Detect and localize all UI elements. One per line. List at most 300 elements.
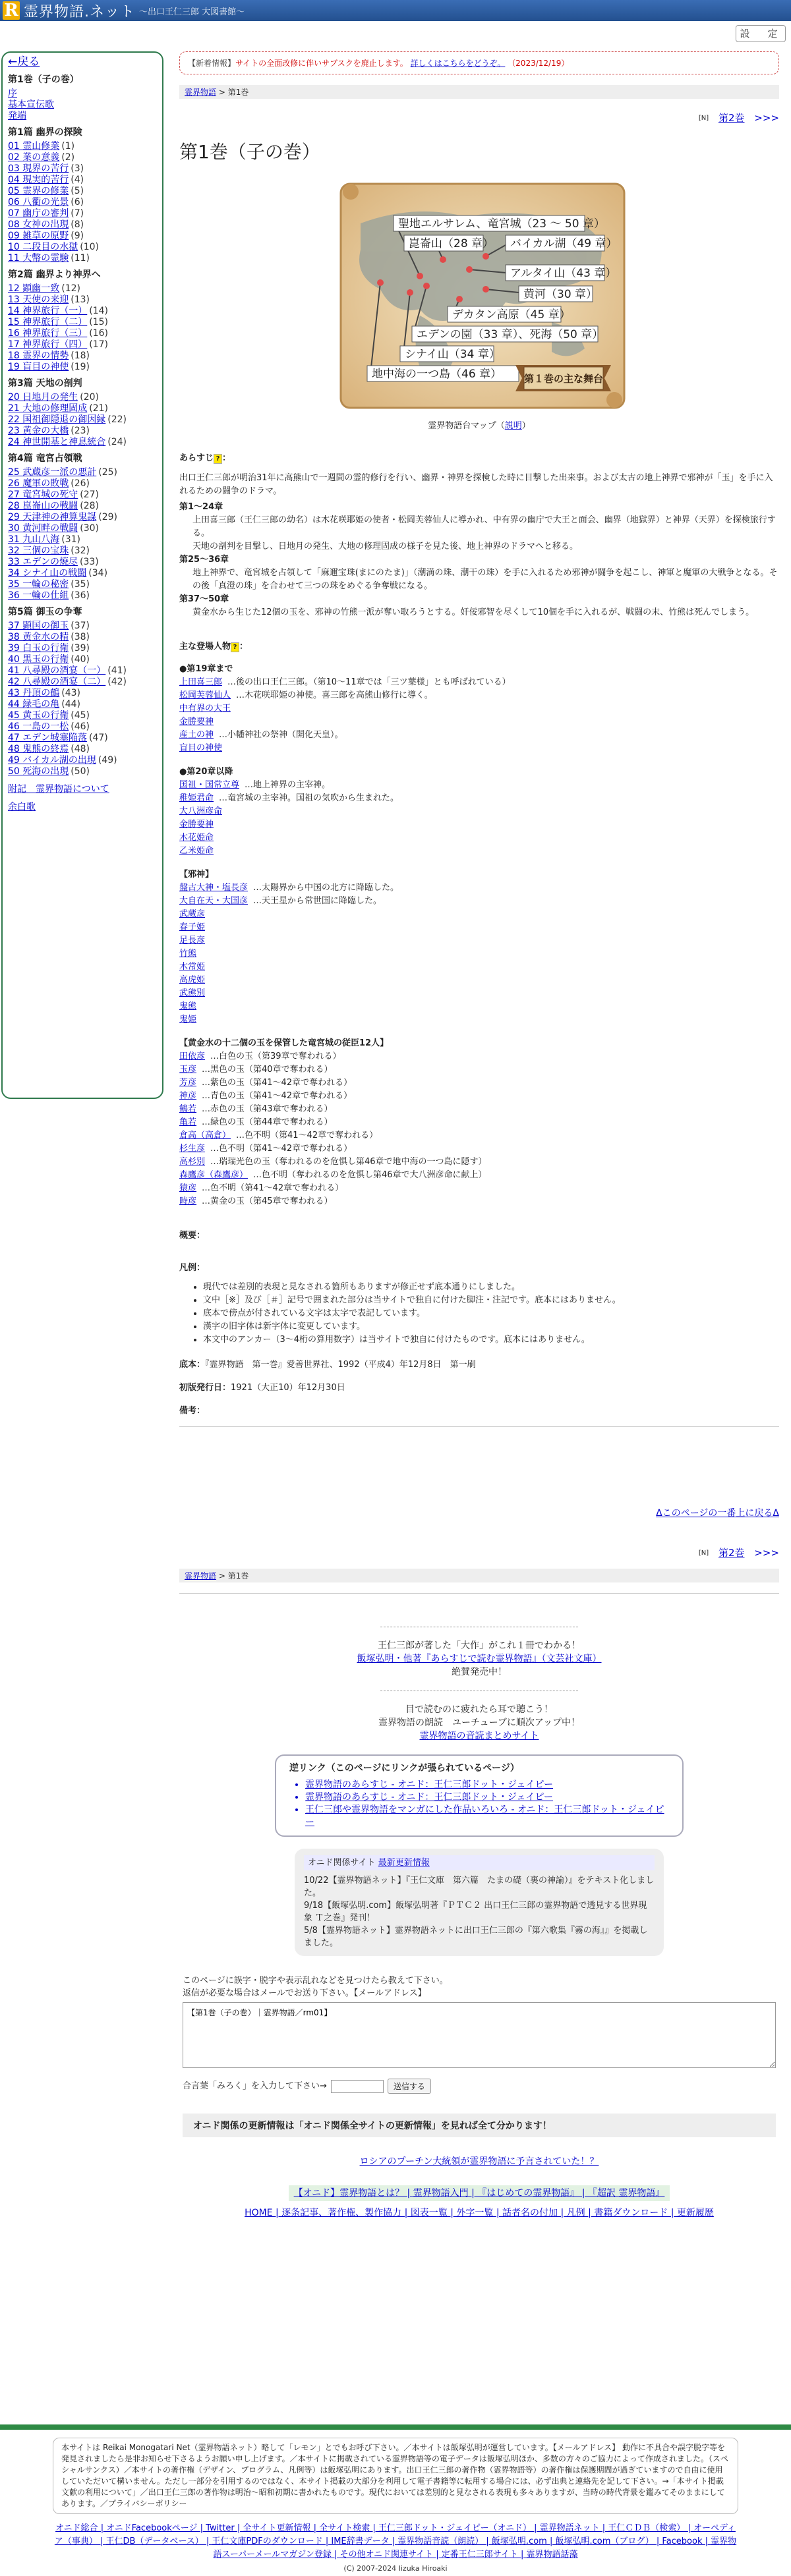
- sidebar-section-heading: 第4篇 竜宮占領戦: [8, 453, 82, 464]
- character-row: [179, 1169, 779, 1182]
- scroll-curl-icon: [606, 392, 622, 408]
- synopsis-intro: 出口王仁三郎が明治31年に高熊山で一週間の霊的修行を行い、幽界・神界を探検した時に目撃した出来事。および太古の地上神界で邪神が「玉」を手に入れるための闘争のドラマ。: [179, 473, 773, 496]
- first-pub-row: [179, 1380, 779, 1393]
- sidebar-chapter-link[interactable]: 35 一輪の秘密: [8, 579, 69, 590]
- character-desc: …木花咲耶姫の神使。喜三郎を高熊山修行に導く。: [236, 690, 433, 700]
- sidebar-colophon-link[interactable]: 余白歌: [8, 802, 36, 812]
- sidebar-chapter-count: (27): [80, 490, 100, 500]
- sidebar-chapter-count: (19): [71, 362, 90, 372]
- map-label: [448, 306, 571, 322]
- sidebar-chapter-count: (35): [71, 579, 90, 590]
- sidebar-chapter-link[interactable]: 40 黒玉の行衛: [8, 654, 69, 665]
- footer-separator: [0, 2424, 791, 2430]
- sidebar-sections: [8, 127, 157, 777]
- next-volume-link[interactable]: 第2巻: [718, 112, 745, 124]
- sidebar-chapter-row: [8, 677, 157, 688]
- character-link[interactable]: 猿彦: [179, 1183, 197, 1193]
- sidebar-chapter-row: [8, 557, 157, 568]
- footer-nav-top-links[interactable]: 【オニド】霊界物語とは？ | 霊界物語入門 | 『はじめての霊界物語』 | 『超訳 霊界物語』: [289, 2185, 670, 2201]
- sidebar-chapter-count: (46): [71, 721, 90, 732]
- back-link[interactable]: ←戻る: [8, 55, 40, 69]
- sidebar-chapter-link[interactable]: 02 業の意義: [8, 152, 60, 163]
- sidebar-chapter-row: [8, 186, 157, 197]
- character-desc: …黄金の玉（第45章で奪われる）: [202, 1196, 333, 1206]
- onido-update-item: 9/18【飯塚弘明.com】飯塚弘明著『ＰＴＣ２ 出口王仁三郎の霊界物語で透見する世界現象 Ｔ之巻』発刊！: [304, 1901, 647, 1923]
- map-marker: [466, 266, 473, 273]
- sidebar-chapter-count: (47): [88, 733, 108, 743]
- map-caption-text: 霊界物語台マップ: [428, 421, 496, 431]
- footer-links[interactable]: オニド総合 | オニドFacebookページ | Twitter | 全サイト更新情報 | 全サイト検索 | 王仁三郎ドット・ジェイピー（オニド） | 霊界物語ネット | 王仁ＣＤＢ（検索） | オーペディア（事典） | 王仁DB（データベース） | 王仁文庫PDFのダウンロード | IME辞書データ | 霊界物語音読（朗読） | 飯塚弘明.com | 飯塚弘明.com（ブログ） | Facebook | 霊界物語スーパーメールマガジン登録 | その他オニド関連サイト | 定番王仁三郎サイト | 霊界物語話藻: [54, 2523, 737, 2560]
- character-link[interactable]: 盲目の神使: [179, 743, 223, 753]
- sidebar-chapter-row: [8, 665, 157, 677]
- character-group-title: ●第20章以降: [179, 767, 233, 777]
- settings-button[interactable]: 設 定: [736, 25, 786, 42]
- sidebar-chapter-row: [8, 328, 157, 339]
- sidebar-chapter-row: [8, 534, 157, 546]
- update-info-bar[interactable]: オニド関係の更新情報は「オニド関係全サイトの更新情報」を見れば全て分かります！: [183, 2114, 776, 2137]
- sidebar-chapter-count: (12): [61, 283, 81, 294]
- breadcrumb-home[interactable]: 霊界物語: [185, 88, 217, 97]
- sidebar-chapter-link[interactable]: 46 一島の一松: [8, 721, 69, 732]
- sidebar-chapter-row: [8, 152, 157, 163]
- next-volume-link[interactable]: 第2巻: [718, 1547, 745, 1559]
- sidebar-chapter-count: (43): [61, 688, 81, 698]
- sidebar-chapter-row: [8, 632, 157, 643]
- onido-latest-link[interactable]: 最新更新情報: [378, 1858, 430, 1868]
- site-logo-icon[interactable]: R: [3, 1, 20, 20]
- map-marker: [440, 256, 446, 263]
- feedback-form: [183, 1974, 776, 2094]
- backlinks-list: [289, 1779, 669, 1829]
- map-explain-link[interactable]: 説明: [504, 421, 522, 431]
- character-desc: …色不明（奪われるのを危惧し第46章で大八洲彦命に献上）: [253, 1170, 487, 1180]
- submit-button[interactable]: 送信する: [388, 2079, 431, 2094]
- breadcrumb-sep: >: [216, 1571, 228, 1581]
- sidebar-section-heading: 第3篇 天地の剖判: [8, 378, 82, 389]
- sidebar-chapter-row: [8, 579, 157, 590]
- sidebar-chapter-count: (7): [71, 208, 84, 219]
- sidebar-chapter-count: (45): [71, 710, 90, 721]
- character-desc: …赤色の玉（第43章で奪われる）: [202, 1104, 333, 1114]
- character-link[interactable]: 武熊別: [179, 988, 206, 998]
- notice-text: サイトの全面改修に伴いサブスクを廃止します。: [235, 59, 408, 68]
- sidebar-item[interactable]: 序: [8, 88, 17, 99]
- character-row: [179, 689, 779, 702]
- sidebar-chapter-link[interactable]: 42 八尋殿の酒宴（二）: [8, 677, 106, 687]
- sidebar-chapter-count: (10): [80, 242, 100, 252]
- sidebar-chapter-count: (23): [71, 426, 90, 436]
- sidebar-chapter-link[interactable]: 31 九山八海: [8, 534, 60, 545]
- character-link[interactable]: 金勝要神: [179, 717, 214, 727]
- character-link[interactable]: 杉生彦: [179, 1144, 206, 1154]
- map-ribbon-text: 第１巻の主な舞台: [523, 373, 604, 385]
- map-marker: [456, 296, 463, 302]
- breadcrumb-home[interactable]: 霊界物語: [185, 1571, 217, 1581]
- breadcrumb-bottom: [179, 1569, 779, 1582]
- help-icon[interactable]: ?: [231, 642, 239, 652]
- character-list: [179, 663, 779, 1208]
- character-link[interactable]: 神彦: [179, 1091, 197, 1101]
- new-badge: [N]: [698, 115, 709, 122]
- character-link[interactable]: 時彦: [179, 1196, 197, 1206]
- main-content: [179, 51, 779, 2219]
- promo-audio-link[interactable]: 霊界物語の音読まとめサイト: [419, 1731, 539, 1741]
- sidebar-chapter-row: [8, 710, 157, 721]
- sidebar-chapter-row: [8, 426, 157, 437]
- character-row: [179, 934, 779, 947]
- onido-update-item: 10/22【霊界物語ネット】『王仁文庫 第六篇 たまの礎（裏の神諭）』をテキスト化しました。: [304, 1876, 655, 1898]
- character-desc: …色不明（第41～42章で奪われる）: [236, 1131, 378, 1140]
- character-desc: …天王星から常世国に降臨した。: [253, 896, 382, 906]
- sidebar-chapter-row: [8, 208, 157, 219]
- sidebar-chapter-link[interactable]: 47 エデン城塞陥落: [8, 733, 87, 743]
- sidebar-chapter-link[interactable]: 50 死海の出現: [8, 766, 69, 777]
- synopsis-chapters: [179, 501, 779, 619]
- sidebar-chapter-count: (22): [107, 414, 127, 425]
- character-link[interactable]: 鬼姫: [179, 1015, 197, 1024]
- character-link[interactable]: 大自在天・大国彦: [179, 896, 249, 906]
- character-link[interactable]: 鬼熊: [179, 1001, 197, 1011]
- sidebar-section-heading: 第2篇 幽界より神界へ: [8, 269, 101, 280]
- sidebar-chapter-row: [8, 501, 157, 512]
- promo-line: 霊界物語の朗読 ユーチューブに順次アップ中！: [378, 1718, 580, 1728]
- character-desc: …緑色の玉（第44章で奪われる）: [202, 1117, 333, 1127]
- feedback-submit-row: [183, 2079, 776, 2094]
- book-promo: [179, 1627, 779, 1743]
- sidebar-chapter-link[interactable]: 16 神界旅行（三）: [8, 328, 88, 339]
- character-link[interactable]: 田依彦: [179, 1051, 206, 1061]
- sidebar-chapter-link[interactable]: 08 女神の出現: [8, 219, 69, 230]
- feedback-line: このページに誤字・脱字や表示乱れなどを見つけたら教えて下さい。: [183, 1976, 448, 1986]
- note-item: • 漢字の旧字体は新字体に変更しています。: [203, 1320, 779, 1333]
- character-link[interactable]: 上田喜三郎: [179, 677, 223, 687]
- sidebar-appendix-link[interactable]: 附記 霊界物語について: [8, 784, 109, 795]
- character-link[interactable]: 乙米姫命: [179, 846, 214, 856]
- remarks-row: [179, 1403, 779, 1416]
- sidebar-chapter-count: (3): [71, 163, 84, 174]
- character-row: [179, 947, 779, 961]
- sidebar-chapter-link[interactable]: 23 黄金の大橋: [8, 426, 69, 436]
- sidebar-chapter-link[interactable]: 32 三個の宝珠: [8, 546, 69, 556]
- backlink-item[interactable]: • 霊界物語のあらすじ - オニド：王仁三郎ドット・ジェイピー: [305, 1791, 669, 1804]
- footer-nav-top: [179, 2186, 779, 2199]
- sidebar-chapter-link[interactable]: 30 黄河畔の戦闘: [8, 523, 78, 534]
- breadcrumb-current: 第1巻: [227, 88, 249, 97]
- sidebar-chapter-link[interactable]: 41 八尋殿の酒宴（一）: [8, 665, 106, 676]
- scroll-curl-icon: [343, 184, 359, 200]
- notice-date: （2023/12/19）: [508, 59, 570, 68]
- map-label-text: 崑崙山（28 章）: [409, 237, 494, 250]
- character-row: [179, 1103, 779, 1116]
- character-link[interactable]: 鶴若: [179, 1104, 197, 1114]
- sidebar-chapter-count: (33): [79, 557, 99, 567]
- sidebar-chapter-row: [8, 621, 157, 632]
- sidebar-chapter-link[interactable]: 12 顕幽一致: [8, 283, 60, 294]
- character-row: [179, 818, 779, 831]
- sidebar-chapter-row: [8, 766, 157, 777]
- map-label-text: デカタン高原（45 章）: [452, 308, 571, 322]
- sidebar-chapter-row: [8, 231, 157, 242]
- sidebar-chapter-row: [8, 688, 157, 699]
- sidebar-chapter-count: (1): [61, 141, 75, 152]
- sidebar-chapter-row: [8, 306, 157, 317]
- map-label-text: 地中海の一つ島（46 章）: [372, 368, 502, 381]
- sidebar-chapter-link[interactable]: 15 神界旅行（二）: [8, 317, 88, 327]
- character-link[interactable]: 高杉別: [179, 1157, 206, 1167]
- sidebar-chapter-link[interactable]: 49 バイカル湖の出現: [8, 755, 96, 766]
- sidebar-chapter-row: [8, 141, 157, 152]
- backlinks-box: [275, 1754, 684, 1837]
- sidebar-chapter-count: (4): [71, 175, 84, 185]
- sidebar-chapter-link[interactable]: 05 霊界の修業: [8, 186, 69, 196]
- sidebar-chapter-link[interactable]: 04 現実的苦行: [8, 175, 69, 185]
- sidebar-chapter-link[interactable]: 18 霊界の情勢: [8, 350, 69, 361]
- sidebar-chapter-row: [8, 392, 157, 403]
- sidebar-chapter-count: (29): [98, 512, 118, 522]
- sidebar-chapter-row: [8, 590, 157, 602]
- sidebar-chapter-row: [8, 197, 157, 208]
- character-link[interactable]: 玉彦: [179, 1065, 197, 1075]
- sidebar-chapter-link[interactable]: 27 竜宮城の死守: [8, 490, 78, 500]
- character-row: [179, 715, 779, 729]
- sidebar-chapter-count: (42): [107, 677, 127, 687]
- sidebar-chapter-row: [8, 253, 157, 264]
- character-link[interactable]: 産土の神: [179, 730, 214, 740]
- character-row: [179, 987, 779, 1000]
- divider: [179, 1593, 779, 1594]
- character-link[interactable]: 倉高（高倉）: [179, 1131, 231, 1140]
- onido-updates-box: [295, 1849, 664, 1956]
- sidebar-chapter-count: (34): [88, 568, 108, 578]
- map-label-text: エデンの園（33 章）、死海（50 章）: [417, 328, 604, 341]
- sidebar-chapter-count: (14): [89, 306, 109, 316]
- character-row: [179, 1195, 779, 1208]
- sidebar-chapter-row: [8, 733, 157, 744]
- sidebar-chapter-count: (36): [71, 590, 90, 601]
- character-desc: …竜宮城の主宰神。国祖の気吹から生まれた。: [219, 793, 399, 803]
- synopsis-heading: あらすじ ? ：: [179, 453, 231, 463]
- character-desc: …地上神界の主宰神。: [245, 780, 331, 790]
- sidebar-chapter-link[interactable]: 36 一輪の仕組: [8, 590, 69, 601]
- site-title[interactable]: 霊界物語.ネット: [24, 3, 135, 20]
- stage-map: [268, 177, 690, 414]
- synopsis-chapter-text: 黄金水から生じた12個の玉を、邪神の竹熊一派が奪い取ろうとする。奸佞邪智を尽くして10個を手に入れるが、戦闘の末、竹熊は死んでしまう。: [192, 607, 755, 617]
- sidebar-chapter-link[interactable]: 44 緑毛の亀: [8, 699, 60, 710]
- map-label: [412, 326, 603, 342]
- character-link[interactable]: 足長彦: [179, 936, 206, 945]
- sidebar-chapter-link[interactable]: 25 武蔵彦一派の悪計: [8, 467, 97, 478]
- character-row: [179, 1182, 779, 1195]
- sidebar-chapter-count: (39): [71, 643, 90, 654]
- sidebar-chapter-link[interactable]: 26 魔軍の敗戦: [8, 478, 69, 489]
- back-to-top-link[interactable]: Δこのページの一番上に戻るΔ: [656, 1508, 779, 1519]
- next-arrows-link[interactable]: >>>: [754, 1547, 779, 1559]
- first-pub-label: 初版発行日：: [179, 1383, 231, 1393]
- character-desc: …白色の玉（第39章で奪われる）: [210, 1051, 341, 1061]
- sidebar-chapter-link[interactable]: 37 顕国の御玉: [8, 621, 69, 631]
- promo-line: 目で読むのに疲れたら耳で聴こう！: [405, 1704, 553, 1715]
- sidebar-chapter-link[interactable]: 39 白玉の行衛: [8, 643, 69, 654]
- map-marker: [377, 279, 384, 286]
- sidebar-chapter-count: (38): [71, 632, 90, 642]
- sidebar-chapter-count: (24): [107, 437, 127, 447]
- sidebar-chapter-link[interactable]: 07 幽庁の審判: [8, 208, 69, 219]
- feedback-textarea[interactable]: [183, 2002, 776, 2068]
- sidebar-chapter-count: (26): [71, 478, 90, 489]
- synopsis-chapter-text: 天地の剖判を目撃し、日地月の発生、大地の修理固成の様子を見た後、地上神界のドラマへと移る。: [192, 542, 579, 551]
- character-row: [179, 1063, 779, 1077]
- sidebar-chapter-link[interactable]: 48 鬼熊の終焉: [8, 744, 69, 754]
- character-row: [179, 1013, 779, 1026]
- sidebar-item[interactable]: 基本宣伝歌: [8, 99, 54, 110]
- character-row: [179, 921, 779, 934]
- character-link[interactable]: 稚姫君命: [179, 793, 214, 803]
- promo-line: 王仁三郎が著した「大作」がこれ１冊でわかる！: [378, 1640, 581, 1651]
- character-row: [179, 1129, 779, 1142]
- character-link[interactable]: 亀若: [179, 1117, 197, 1127]
- sidebar-chapter-row: [8, 403, 157, 414]
- source-row: [179, 1357, 779, 1370]
- sidebar-chapter-link[interactable]: 43 丹頂の鶴: [8, 688, 60, 698]
- synopsis-chapter-head: 第37～50章: [179, 594, 229, 604]
- character-row: [179, 1090, 779, 1103]
- character-link[interactable]: 中有界の大王: [179, 704, 231, 714]
- sidebar-chapter-link[interactable]: 10 二段目の水獄: [8, 242, 78, 252]
- sidebar-chapter-count: (50): [71, 766, 90, 777]
- character-link[interactable]: 金勝要神: [179, 820, 214, 829]
- synopsis-label: あらすじ: [179, 453, 214, 463]
- sidebar-chapter-link[interactable]: 33 エデンの焼尽: [8, 557, 78, 567]
- sidebar-chapter-row: [8, 568, 157, 579]
- character-group-title: 【黄金水の十二個の玉を保管した竜宮城の従臣12人】: [179, 1038, 389, 1048]
- map-label: [367, 366, 519, 381]
- character-desc: …瑞瑞光色の玉（奪われるのを危惧し第46章で地中海の一つ島に隠す）: [210, 1157, 487, 1167]
- remarks-label: 備考：: [179, 1406, 206, 1416]
- sidebar-item[interactable]: 発端: [8, 111, 26, 121]
- backlink-item[interactable]: • 王仁三郎や霊界物語をマンガにした作品いろいろ - オニド：王仁三郎ドット・ジェイピー: [305, 1804, 669, 1829]
- footer-nav[interactable]: HOME | 逐条記事、著作権、製作協力 | 図表一覧 | 外字一覧 | 話者名の付加 | 凡例 | 書籍ダウンロード | 更新履歴: [245, 2208, 714, 2218]
- map-label-text: アルタイ山（43 章）: [510, 267, 617, 280]
- new-badge: [N]: [698, 1550, 709, 1557]
- character-link[interactable]: 盤古大神・塩長彦: [179, 883, 249, 893]
- sidebar-chapter-link[interactable]: 34 シナイ山の戦闘: [8, 568, 87, 578]
- sidebar-chapter-link[interactable]: 06 八衢の光景: [8, 197, 69, 208]
- sidebar-chapter-link[interactable]: 03 現界の苦行: [8, 163, 69, 174]
- character-row: [179, 1156, 779, 1169]
- sidebar-chapter-link[interactable]: 24 神世開基と神息統合: [8, 437, 106, 447]
- character-desc: …黒色の玉（第40章で奪われる）: [202, 1065, 333, 1075]
- sidebar-chapter-row: [8, 546, 157, 557]
- character-link[interactable]: 春子姫: [179, 922, 206, 932]
- sidebar-chapter-link[interactable]: 19 盲目の神使: [8, 362, 69, 372]
- sidebar-chapter-row: [8, 744, 157, 755]
- map-label-text: 聖地エルサレム、竜宮城（23 ～ 50 章）: [398, 217, 605, 231]
- backlinks-header: 逆リンク（このページにリンクが張られているページ）: [289, 1763, 519, 1774]
- summary-label: 概要：: [179, 1231, 206, 1241]
- sidebar-chapter-row: [8, 437, 157, 448]
- character-row: [179, 974, 779, 987]
- putin-link[interactable]: ロシアのプーチン大統領が霊界物語に予言されていた！？: [359, 2156, 599, 2167]
- promo-book-link[interactable]: 飯塚弘明・他著『あらすじで読む霊界物語』（文芸社文庫）: [357, 1654, 602, 1664]
- notice-link[interactable]: 詳しくはこちらをどうぞ。: [410, 59, 506, 68]
- character-link[interactable]: 高虎姫: [179, 975, 206, 985]
- sidebar-chapter-link[interactable]: 13 天使の来迎: [8, 294, 69, 305]
- sidebar-chapter-link[interactable]: 09 雑草の原野: [8, 231, 69, 241]
- character-link[interactable]: 竹熊: [179, 949, 197, 959]
- map-label: [519, 286, 597, 302]
- source-text: 『霊界物語 第一巻』愛善世界社、1992（平成4）年12月8日 第一刷: [205, 1360, 476, 1370]
- next-arrows-link[interactable]: >>>: [754, 112, 779, 124]
- backlink-item[interactable]: • 霊界物語のあらすじ - オニド：王仁三郎ドット・ジェイピー: [305, 1779, 669, 1791]
- help-icon[interactable]: ?: [214, 454, 222, 464]
- character-row: [179, 779, 779, 792]
- pager-top: [179, 111, 779, 125]
- sidebar-chapter-count: (17): [89, 339, 109, 350]
- onido-updates-list: [304, 1874, 655, 1949]
- sidebar-chapter-link[interactable]: 01 霊山修業: [8, 141, 60, 152]
- character-link[interactable]: 木常姫: [179, 962, 206, 972]
- sidebar-chapter-link[interactable]: 29 天津神の神算鬼謀: [8, 512, 97, 522]
- onido-header-prefix: オニド関係サイト: [308, 1858, 376, 1868]
- sidebar-chapter-link[interactable]: 17 神界旅行（四）: [8, 339, 88, 350]
- sidebar-chapter-count: (32): [71, 546, 90, 556]
- character-row: [179, 831, 779, 845]
- map-label: [404, 235, 494, 251]
- copyright: (C) 2007-2024 Iizuka Hiroaki: [343, 2564, 448, 2573]
- chapter-sidebar: [1, 51, 163, 1099]
- sidebar-chapter-row: [8, 512, 157, 523]
- sidebar-section-heading: 第5篇 御玉の争奪: [8, 607, 82, 617]
- sidebar-chapter-count: (15): [89, 317, 109, 327]
- sidebar-chapter-link[interactable]: 38 黄金水の精: [8, 632, 69, 642]
- sidebar-chapter-row: [8, 242, 157, 253]
- character-row: [179, 908, 779, 921]
- password-input[interactable]: [331, 2080, 384, 2093]
- character-link[interactable]: 芳彦: [179, 1078, 197, 1088]
- character-group-title: 【邪神】: [179, 870, 214, 880]
- character-link[interactable]: 武蔵彦: [179, 909, 206, 919]
- synopsis-chapter-head: 第1～24章: [179, 502, 223, 512]
- sidebar-top-items: [8, 88, 157, 122]
- sidebar-chapter-link[interactable]: 22 国祖御隠退の御因縁: [8, 414, 106, 425]
- sidebar-chapter-link[interactable]: 21 大地の修理固成: [8, 403, 88, 414]
- character-desc: …小幡神社の祭神（開化天皇）。: [219, 730, 343, 740]
- character-group-title: ●第19章まで: [179, 664, 233, 674]
- character-link[interactable]: 大八洲彦命: [179, 806, 223, 816]
- sidebar-chapter-link[interactable]: 45 黄玉の行衛: [8, 710, 69, 721]
- news-notice: [179, 51, 779, 74]
- sidebar-chapter-row: [8, 654, 157, 665]
- character-link[interactable]: 森鷹彦（森鷹彦）: [179, 1170, 249, 1180]
- sidebar-chapter-link[interactable]: 14 神界旅行（一）: [8, 306, 88, 316]
- onido-header: [304, 1855, 655, 1870]
- sidebar-section-heading: 第1篇 幽界の探険: [8, 127, 82, 138]
- sidebar-chapter-count: (41): [107, 665, 127, 676]
- sidebar-chapter-link[interactable]: 20 日地月の発生: [8, 392, 78, 403]
- notice-prefix: 【新着情報】: [188, 59, 236, 68]
- character-link[interactable]: 松岡芙蓉仙人: [179, 690, 231, 700]
- map-marker: [407, 289, 413, 296]
- sidebar-chapter-count: (20): [80, 392, 100, 403]
- character-link[interactable]: 木花姫命: [179, 833, 214, 843]
- character-link[interactable]: 国祖・国常立尊: [179, 780, 240, 790]
- sidebar-chapter-row: [8, 163, 157, 175]
- synopsis-chapter-text: 上田喜三郎（王仁三郎の幼名）は木花咲耶姫の使者・松岡芙蓉仙人に導かれ、中有界の幽庁で大王と面会、幽界（地獄界）と神界（天界）を探検旅行する。: [192, 515, 776, 538]
- sidebar-chapter-link[interactable]: 11 大幣の霊験: [8, 253, 69, 264]
- sidebar-chapter-count: (37): [71, 621, 90, 631]
- sidebar-chapter-link[interactable]: 28 崑崙山の戦闘: [8, 501, 78, 511]
- character-desc: …後の出口王仁三郎。（第10～11章では「三ツ葉様」とも呼ばれている）: [227, 677, 511, 687]
